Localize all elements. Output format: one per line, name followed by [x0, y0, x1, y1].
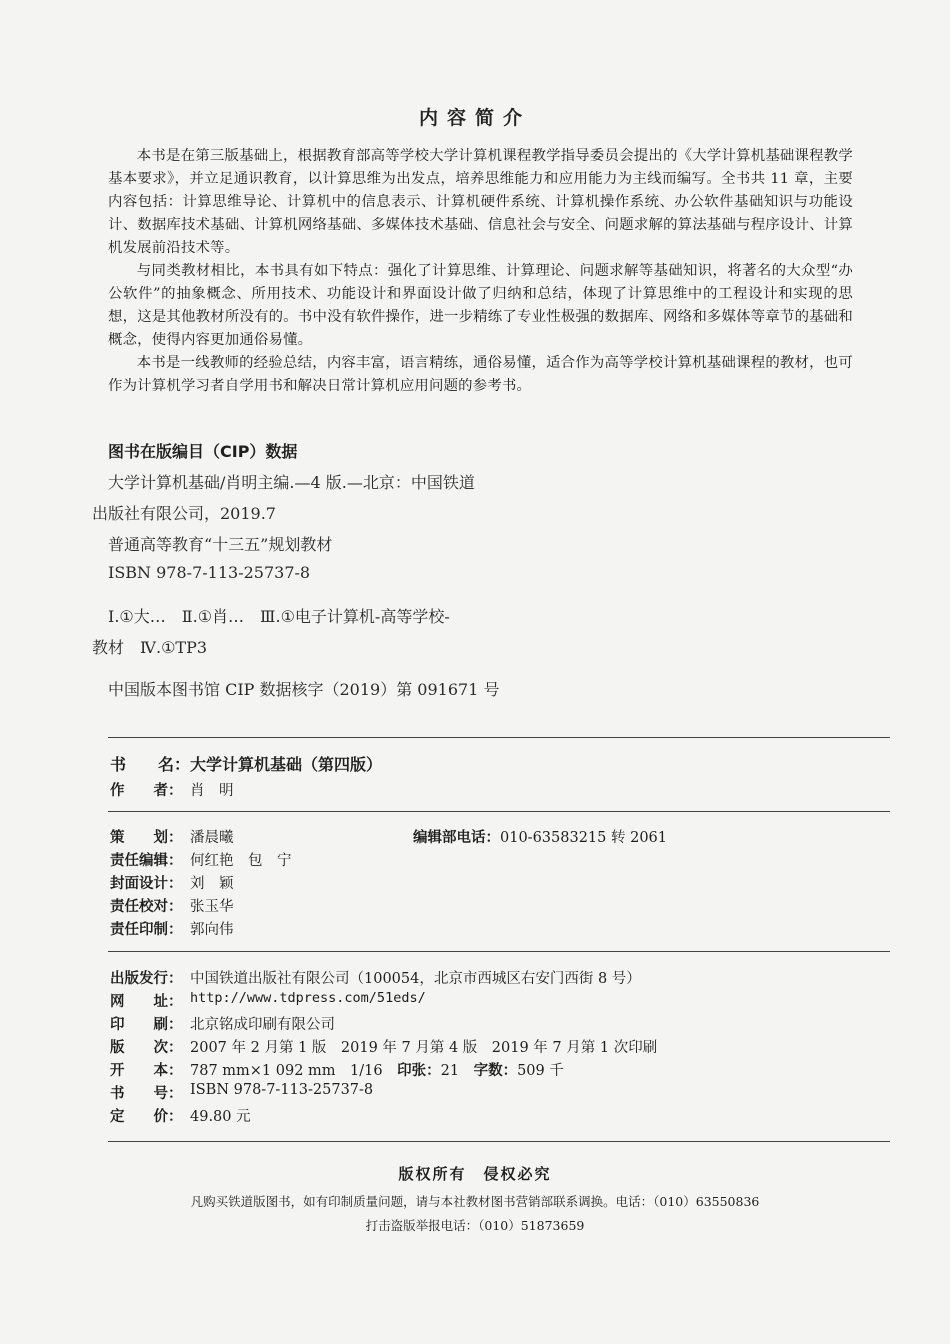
- printer-row: [110, 1013, 335, 1034]
- book-name-row: [110, 752, 382, 775]
- cip-line: Ⅰ.①大… Ⅱ.①肖… Ⅲ.①电子计算机-高等学校-: [108, 607, 450, 626]
- divider: [108, 737, 890, 738]
- cover-design-value: 刘 颖: [190, 876, 234, 892]
- url-label: 网 址：: [110, 994, 183, 1010]
- isbn-row: [110, 1082, 373, 1103]
- isbn-value: ISBN 978-7-113-25737-8: [190, 1082, 374, 1098]
- book-name-label: 书 名：: [110, 755, 191, 774]
- divider: [108, 811, 890, 812]
- divider: [108, 1141, 890, 1142]
- quality-notice: 凡购买铁道版图书，如有印制质量问题，请与本社教材图书营销部联系调换。电话：（010）63550836: [190, 1194, 760, 1209]
- author-value: 肖 明: [190, 783, 234, 799]
- intro-paragraph: 本书是在第三版基础上，根据教育部高等学校大学计算机课程教学指导委员会提出的《大学计算机基础课程教学基本要求》，并立足通识教育，以计算思维为出发点，培养思维能力和应用能力为主线而编写。全书共 11 章，主要内容包括：计算思维导论、计算机中的信息表示、计算机硬件系统、计算机操作系统、办公软件基础知识与功能设计、数据库技术基础、计算机网络基础、多媒体技术基础、信息社会与安全、问题求解的算法基础与程序设计、计算机发展前沿技术等。: [108, 148, 853, 256]
- cip-line: 出版社有限公司，2019.7: [92, 504, 276, 523]
- cip-line: ISBN 978-7-113-25737-8: [108, 563, 311, 582]
- format-label: 开 本：: [110, 1063, 183, 1079]
- word-count-value: 509 千: [517, 1063, 564, 1079]
- isbn-label: 书 号：: [110, 1086, 183, 1102]
- price-value: 49.80 元: [190, 1109, 251, 1125]
- price-row: [110, 1105, 251, 1126]
- proofreader-label: 责任校对：: [110, 899, 183, 915]
- editorial-phone: [413, 826, 667, 847]
- planner-row: [110, 826, 234, 847]
- publisher-row: [110, 967, 641, 988]
- print-manager-label: 责任印制：: [110, 922, 183, 938]
- book-name-value: 大学计算机基础（第四版）: [190, 755, 383, 774]
- phone-value: 010-63583215 转 2061: [500, 830, 667, 846]
- phone-label: 编辑部电话：: [413, 830, 500, 846]
- print-manager-value: 郭向伟: [190, 922, 234, 938]
- proofreader-value: 张玉华: [190, 899, 234, 915]
- publisher-value: 中国铁道出版社有限公司（100054，北京市西城区右安门西街 8 号）: [190, 971, 641, 987]
- cip-line: 教材 Ⅳ.①TP3: [92, 638, 208, 657]
- edition-value: 2007 年 2 月第 1 版 2019 年 7 月第 4 版 2019 年 7 月第 1 次印刷: [190, 1040, 658, 1056]
- printer-value: 北京铭成印刷有限公司: [190, 1017, 335, 1033]
- printer-label: 印 刷：: [110, 1017, 183, 1033]
- url-value: http://www.tdpress.com/51eds/: [190, 990, 426, 1006]
- planner-label: 策 划：: [110, 830, 183, 846]
- intro-paragraph: 与同类教材相比，本书具有如下特点：强化了计算思维、计算理论、问题求解等基础知识，将著名的大众型“办公软件”的抽象概念、所用技术、功能设计和界面设计做了归纳和总结，体现了计算思维中的工程设计和实现的思想，这是其他教材所没有的。书中没有软件操作，进一步精练了专业性极强的数据库、网络和多媒体等章节的基础和概念，使得内容更加通俗易懂。: [108, 263, 853, 348]
- page-title: 内容简介: [418, 107, 531, 129]
- url-row: [110, 990, 426, 1011]
- price-label: 定 价：: [110, 1109, 183, 1125]
- author-label: 作 者：: [110, 783, 183, 799]
- intro-paragraph: 本书是一线教师的经验总结，内容丰富，语言精练，通俗易懂，适合作为高等学校计算机基础课程的教材，也可作为计算机学习者自学用书和解决日常计算机应用问题的参考书。: [108, 355, 853, 394]
- edition-label: 版 次：: [110, 1040, 183, 1056]
- editor-value: 何红艳 包 宁: [190, 853, 292, 869]
- format-value: 787 mm×1 092 mm 1/16: [190, 1063, 398, 1079]
- intro-section: [108, 145, 853, 398]
- proofreader-row: [110, 895, 234, 916]
- cip-line: 大学计算机基础/肖明主编.—4 版.—北京：中国铁道: [108, 473, 475, 492]
- cip-line: 中国版本图书馆 CIP 数据核字（2019）第 091671 号: [108, 680, 500, 699]
- publisher-label: 出版发行：: [110, 971, 183, 987]
- planner-value: 潘晨曦: [190, 830, 234, 846]
- sheets-label: 印张：: [397, 1063, 441, 1079]
- cover-design-row: [110, 872, 234, 893]
- sheets-value: 21: [440, 1063, 474, 1079]
- cip-heading: 图书在版编目（CIP）数据: [108, 442, 298, 461]
- cip-line: 普通高等教育“十三五”规划教材: [108, 535, 333, 554]
- author-row: [110, 779, 234, 800]
- divider: [108, 951, 890, 952]
- editor-label: 责任编辑：: [110, 853, 183, 869]
- cover-design-label: 封面设计：: [110, 876, 183, 892]
- word-count-label: 字数：: [473, 1063, 518, 1079]
- edition-row: [110, 1036, 657, 1057]
- anti-piracy-notice: 打击盗版举报电话：（010）51873659: [365, 1218, 585, 1233]
- copyright-heading: 版权所有 侵权必究: [398, 1165, 552, 1183]
- format-row: [110, 1059, 564, 1080]
- editor-row: [110, 849, 292, 870]
- print-manager-row: [110, 918, 234, 939]
